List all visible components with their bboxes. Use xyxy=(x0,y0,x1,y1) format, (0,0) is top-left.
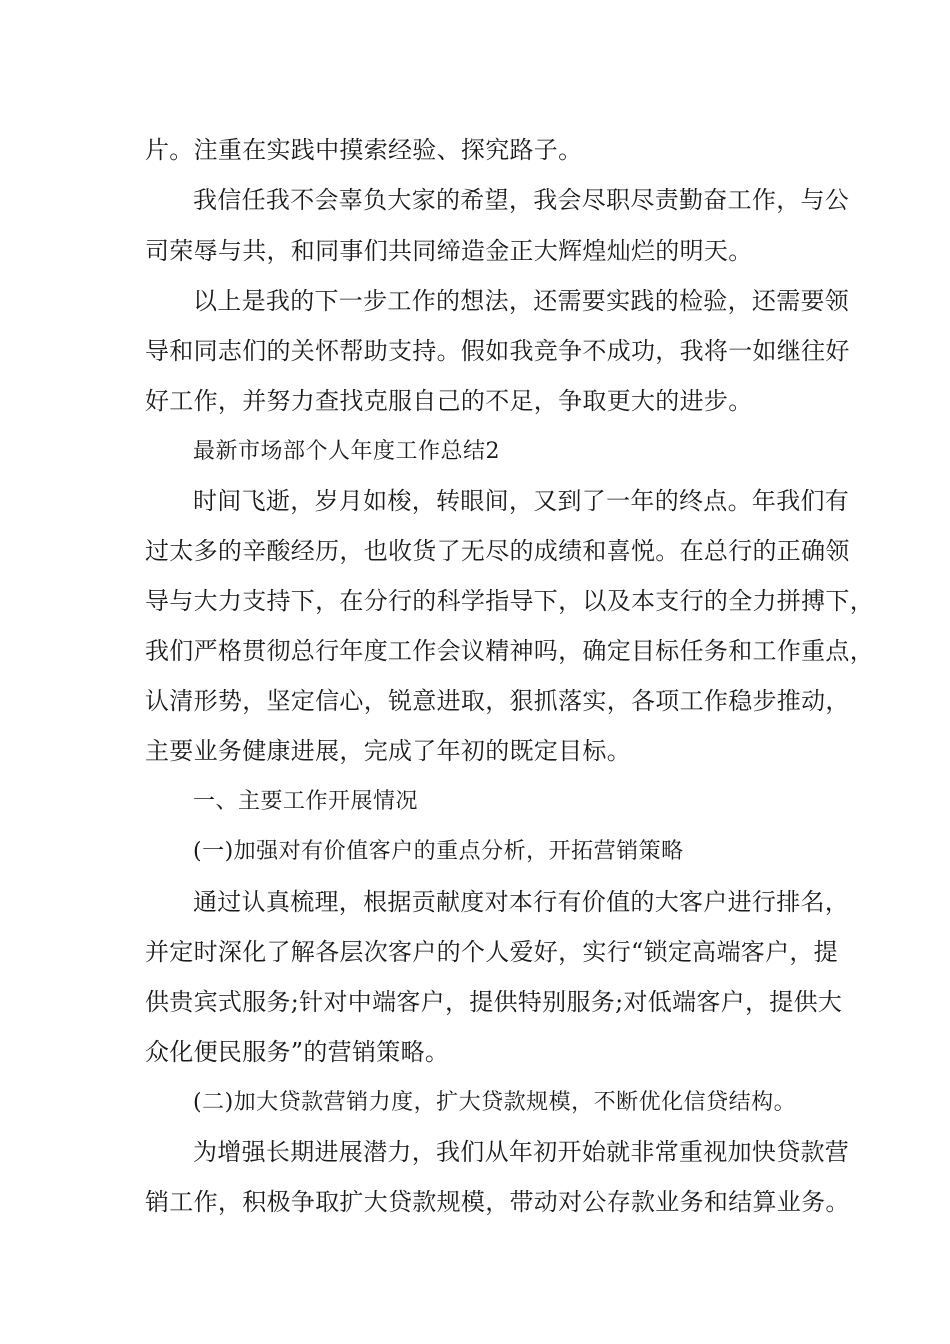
text-line: 并定时深化了解各层次客户的个人爱好，实行“锁定高端客户，提 xyxy=(145,938,838,966)
subsection-heading: (二)加大贷款营销力度，扩大贷款规模，不断优化信贷结构。 xyxy=(193,1090,797,1115)
text-line: 供贵宾式服务;针对中端客户，提供特别服务;对低端客户，提供大 xyxy=(145,988,843,1016)
text-line: 认清形势，坚定信心，锐意进取，狠抓落实，各项工作稳步推动， xyxy=(145,687,850,715)
text-line: 我们严格贯彻总行年度工作会议精神吗，确定目标任务和工作重点， xyxy=(145,637,874,665)
text-line: 好工作，并努力查找克服自己的不足，争取更大的进步。 xyxy=(145,387,753,415)
text-line: 主要业务健康进展，完成了年初的既定目标。 xyxy=(145,737,631,765)
section-title: 最新市场部个人年度工作总结2 xyxy=(193,439,500,464)
paragraph-first-line: 我信任我不会辜负大家的希望，我会尽职尽责勤奋工作，与公 xyxy=(193,186,850,214)
text-line: 过太多的辛酸经历，也收货了无尽的成绩和喜悦。在总行的正确领 xyxy=(145,537,850,565)
text-line: 片。注重在实践中摸索经验、探究路子。 xyxy=(145,136,583,164)
text-line: 导与大力支持下，在分行的科学指导下，以及本支行的全力拼搏下， xyxy=(145,587,874,615)
paragraph-first-line: 为增强长期进展潜力，我们从年初开始就非常重视加快贷款营 xyxy=(193,1138,850,1166)
section-heading: 一、主要工作开展情况 xyxy=(193,789,419,814)
text-line: 司荣辱与共，和同事们共同缔造金正大辉煌灿烂的明天。 xyxy=(145,237,753,265)
text-line: 销工作，积极争取扩大贷款规模，带动对公存款业务和结算业务。 xyxy=(145,1188,850,1216)
text-line: 导和同志们的关怀帮助支持。假如我竞争不成功，我将一如继往好 xyxy=(145,337,850,365)
text-line: 众化便民服务”的营销策略。 xyxy=(145,1038,450,1066)
paragraph-first-line: 以上是我的下一步工作的想法，还需要实践的检验，还需要领 xyxy=(193,287,850,315)
paragraph-first-line: 通过认真梳理，根据贡献度对本行有价值的大客户进行排名， xyxy=(193,888,850,916)
paragraph-first-line: 时间飞逝，岁月如梭，转眼间，又到了一年的终点。年我们有 xyxy=(193,487,850,515)
subsection-heading: (一)加强对有价值客户的重点分析，开拓营销策略 xyxy=(193,839,684,864)
